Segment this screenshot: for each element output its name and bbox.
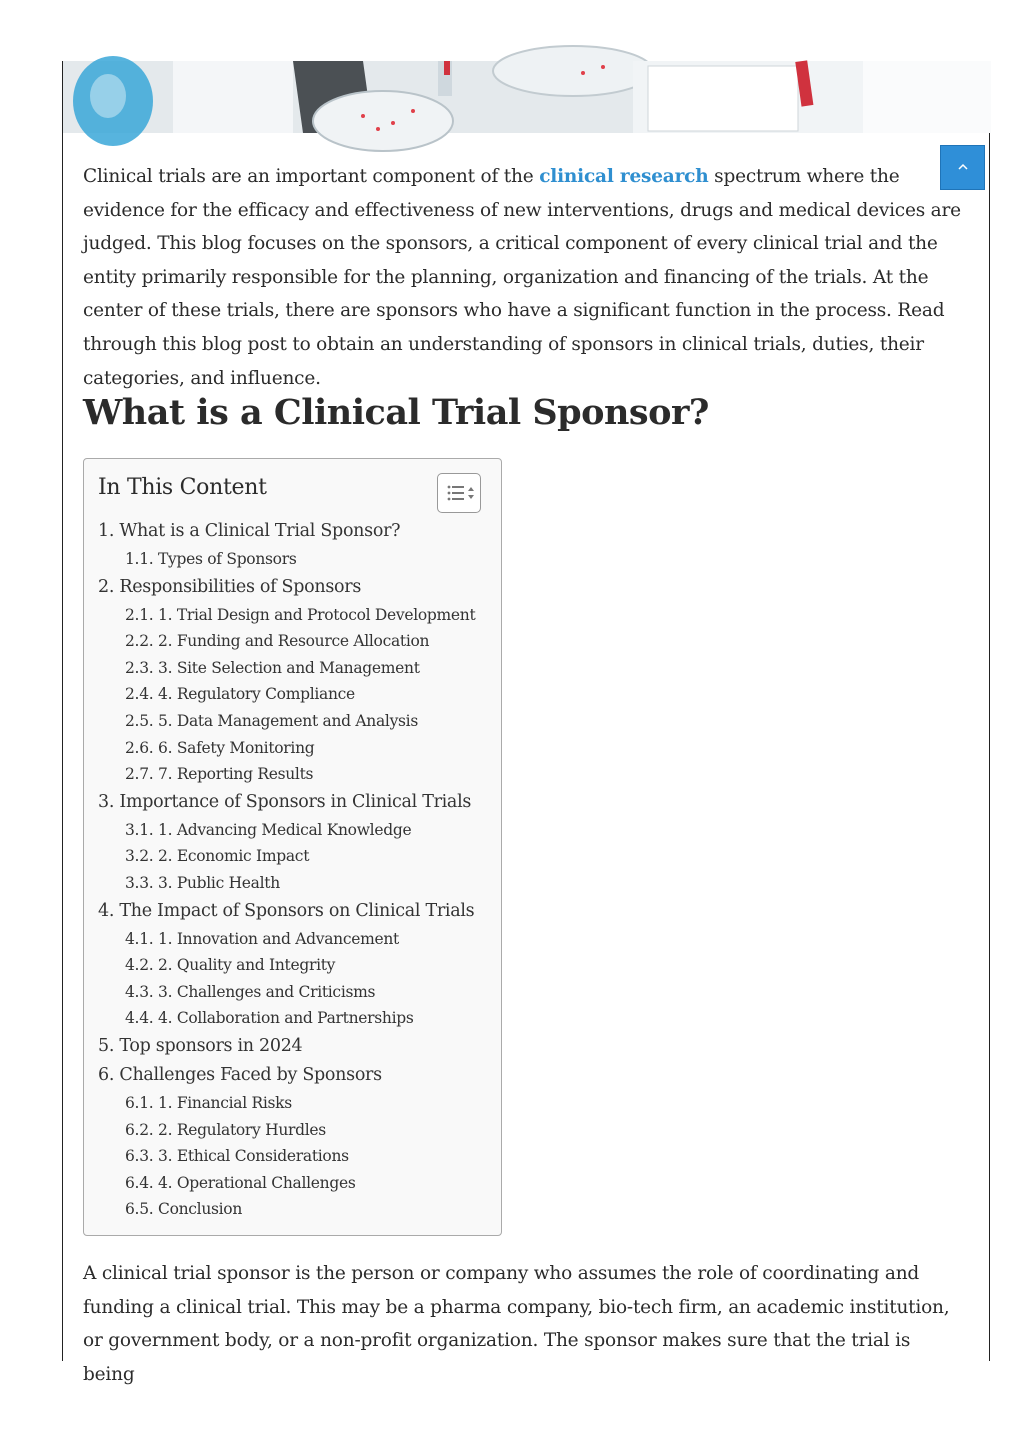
toc-subsection-link[interactable]: 6.5. Conclusion	[125, 1200, 243, 1219]
table-of-contents	[83, 458, 502, 1236]
clinical-research-link[interactable]: clinical research	[539, 166, 709, 187]
list-toggle-icon	[438, 474, 480, 512]
toc-subsection-link[interactable]: 2.3. 3. Site Selection and Management	[125, 658, 420, 677]
body-paragraph: A clinical trial sponsor is the person or company who assumes the role of coordinating and funding a clinical trial. This may be a pharma company, bio-tech firm, an academic institution, or government body, or a non-profit organization. The sponsor makes sure that the trial is being	[83, 1263, 950, 1385]
toc-subsection-link[interactable]: 6.1. 1. Financial Risks	[125, 1093, 292, 1112]
toc-subsection-link[interactable]: 3.2. 2. Economic Impact	[125, 847, 310, 866]
toc-section-link[interactable]: 1. What is a Clinical Trial Sponsor?	[98, 521, 401, 541]
scroll-to-top-button[interactable]	[940, 145, 985, 190]
toc-subsection-link[interactable]: 2.5. 5. Data Management and Analysis	[125, 711, 418, 730]
toc-subsection-link[interactable]: 2.7. 7. Reporting Results	[125, 765, 314, 784]
toc-subsection-link[interactable]: 1.1. Types of Sponsors	[125, 550, 297, 568]
section-title: What is a Clinical Trial Sponsor?	[83, 392, 709, 433]
toc-section-link[interactable]: 4. The Impact of Sponsors on Clinical Trials	[98, 900, 475, 921]
toc-subsection-link[interactable]: 3.3. 3. Public Health	[125, 873, 280, 892]
toc-title: In This Content	[98, 475, 267, 500]
toc-subsection-link[interactable]: 4.2. 2. Quality and Integrity	[125, 956, 336, 975]
intro-paragraph	[83, 160, 967, 395]
intro-text-end: spectrum where the evidence for the efficacy and effectiveness of new interventions, drugs and medical devices are judged. This blog focuses on the sponsors, a critical component of every clinical trial and the entity primarily responsible for the planning, organization and financing of the trials. At the center of these trials, there are sponsors who have a significant function in the process. Read through this blog post to obtain an understanding of sponsors in clinical trials, duties, their categories, and influence.	[83, 166, 961, 389]
toc-subsection-link[interactable]: 2.6. 6. Safety Monitoring	[125, 738, 315, 757]
toc-subsection-link[interactable]: 4.1. 1. Innovation and Advancement	[125, 929, 399, 948]
toc-subsection-link[interactable]: 6.4. 4. Operational Challenges	[125, 1173, 356, 1192]
hero-image	[63, 61, 991, 133]
toc-toggle-button[interactable]	[437, 473, 481, 513]
intro-text-start: Clinical trials are an important component of the	[83, 166, 540, 187]
article-content	[83, 160, 967, 1385]
chevron-up-icon	[958, 163, 968, 171]
toc-list	[98, 517, 498, 1223]
toc-subsection-link[interactable]: 4.3. 3. Challenges and Criticisms	[125, 982, 376, 1001]
toc-subsection-link[interactable]: 4.4. 4. Collaboration and Partnerships	[125, 1009, 414, 1028]
toc-section-link[interactable]: 6. Challenges Faced by Sponsors	[98, 1064, 382, 1085]
toc-subsection-link[interactable]: 2.4. 4. Regulatory Compliance	[125, 685, 355, 704]
toc-section-link[interactable]: 2. Responsibilities of Sponsors	[98, 576, 362, 597]
article-container	[62, 61, 990, 1385]
toc-subsection-link[interactable]: 3.1. 1. Advancing Medical Knowledge	[125, 820, 412, 839]
toc-section-link[interactable]: 5. Top sponsors in 2024	[98, 1035, 303, 1056]
toc-subsection-link[interactable]: 2.1. 1. Trial Design and Protocol Development	[125, 605, 476, 624]
toc-section-link[interactable]: 3. Importance of Sponsors in Clinical Trials	[98, 791, 472, 812]
toc-subsection-link[interactable]: 6.2. 2. Regulatory Hurdles	[125, 1120, 326, 1139]
toc-subsection-link[interactable]: 6.3. 3. Ethical Considerations	[125, 1147, 349, 1166]
toc-subsection-link[interactable]: 2.2. 2. Funding and Resource Allocation	[125, 632, 430, 651]
